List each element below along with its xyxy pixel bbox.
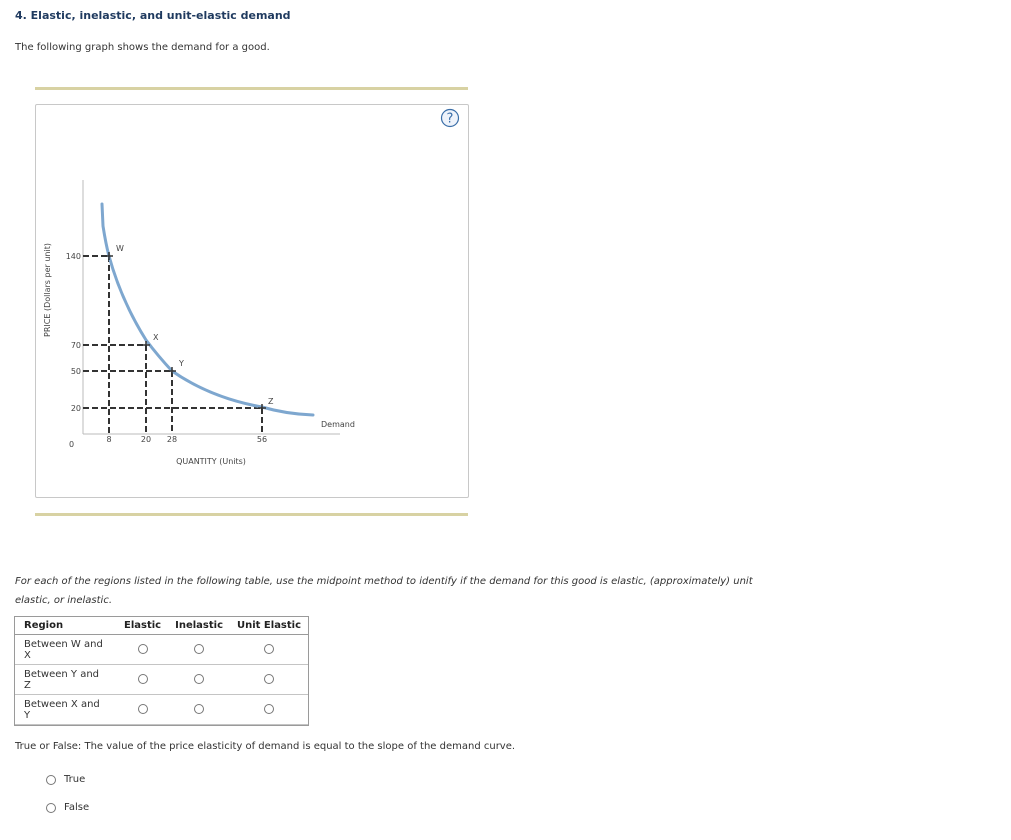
qty-tick-56: 56 xyxy=(256,435,268,444)
point-z-label: Z xyxy=(268,397,274,406)
radio-true[interactable] xyxy=(46,775,56,785)
table-row xyxy=(15,635,308,665)
option-false[interactable] xyxy=(46,802,89,813)
radio-wx-inelastic[interactable] xyxy=(194,644,204,654)
y-axis-label: PRICE (Dollars per unit) xyxy=(43,243,52,337)
help-icon[interactable] xyxy=(440,108,460,128)
graph-top-divider xyxy=(35,87,468,90)
price-tick-70: 70 xyxy=(70,341,81,350)
header-inelastic: Inelastic xyxy=(168,617,230,635)
price-tick-20: 20 xyxy=(70,404,81,413)
price-tick-140: 140 xyxy=(65,252,81,261)
region-name: Between X and Y xyxy=(15,695,117,725)
radio-yz-elastic[interactable] xyxy=(138,674,148,684)
radio-false[interactable] xyxy=(46,803,56,813)
region-name: Between W and X xyxy=(15,635,117,665)
radio-xy-elastic[interactable] xyxy=(138,704,148,714)
qty-tick-20: 20 xyxy=(140,435,152,444)
help-icon-glyph: ? xyxy=(446,111,454,127)
table-row xyxy=(15,665,308,695)
elasticity-table xyxy=(15,617,308,725)
graph-bottom-divider xyxy=(35,513,468,516)
header-unit-elastic: Unit Elastic xyxy=(230,617,308,635)
question-intro: The following graph shows the demand for a good. xyxy=(15,42,270,53)
demand-graph xyxy=(36,130,456,480)
table-instructions: For each of the regions listed in the following table, use the midpoint method to identify if the demand for this good is elastic, (approximately) unit elastic, or inelastic. xyxy=(15,576,753,606)
option-true[interactable] xyxy=(46,774,85,785)
x-axis-label: QUANTITY (Units) xyxy=(176,457,246,466)
origin-label: 0 xyxy=(69,440,75,449)
option-true-label: True xyxy=(64,774,86,785)
radio-wx-unit-elastic[interactable] xyxy=(264,644,274,654)
option-false-label: False xyxy=(64,802,90,813)
price-tick-50: 50 xyxy=(70,367,81,376)
qty-tick-8: 8 xyxy=(106,435,112,444)
question-title: 4. Elastic, inelastic, and unit-elastic demand xyxy=(15,9,291,22)
qty-tick-28: 28 xyxy=(166,435,178,444)
radio-xy-unit-elastic[interactable] xyxy=(264,704,274,714)
demand-curve xyxy=(102,204,313,415)
radio-yz-unit-elastic[interactable] xyxy=(264,674,274,684)
point-y-label: Y xyxy=(179,359,184,368)
radio-xy-inelastic[interactable] xyxy=(194,704,204,714)
region-name: Between Y and Z xyxy=(15,665,117,695)
point-w-label: W xyxy=(116,244,124,253)
header-elastic: Elastic xyxy=(117,617,168,635)
point-x-label: X xyxy=(153,333,159,342)
header-region: Region xyxy=(15,617,117,635)
true-false-question: True or False: The value of the price elasticity of demand is equal to the slope of the demand curve. xyxy=(15,741,516,752)
table-header-row xyxy=(15,617,308,635)
demand-label: Demand xyxy=(321,420,355,429)
radio-wx-elastic[interactable] xyxy=(138,644,148,654)
table-row xyxy=(15,695,308,725)
radio-yz-inelastic[interactable] xyxy=(194,674,204,684)
